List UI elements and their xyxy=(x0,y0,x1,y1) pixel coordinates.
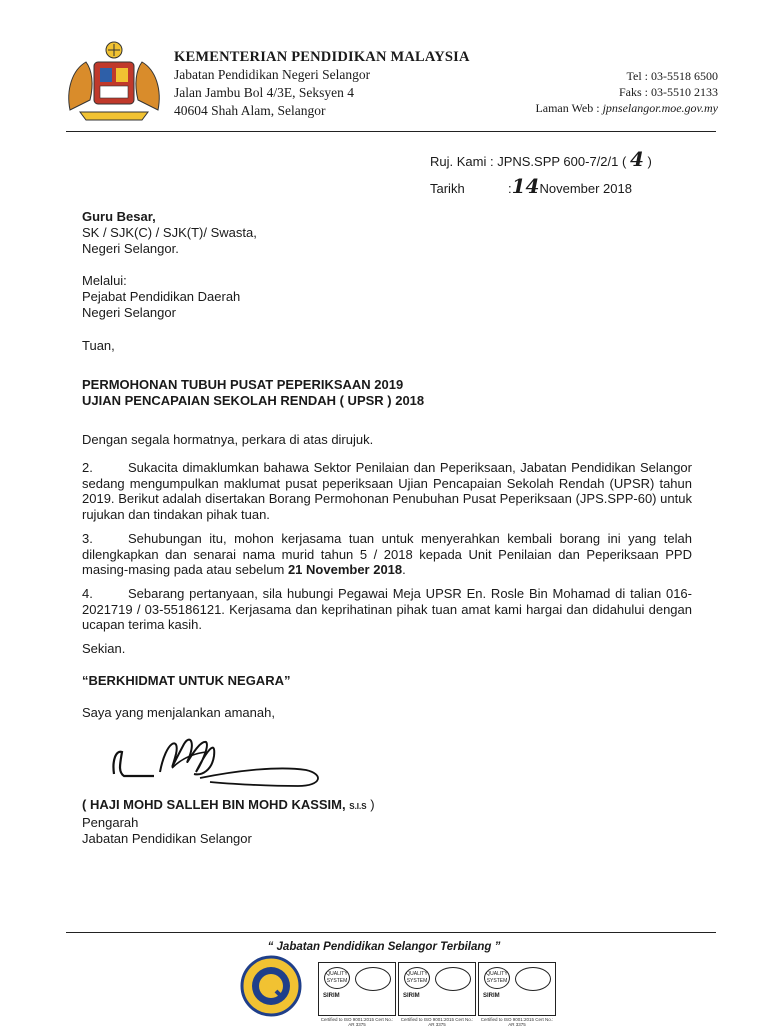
quality-system-badge: QUALITY SYSTEM xyxy=(404,967,430,989)
paragraph-number: 4. xyxy=(82,586,93,601)
signature-icon xyxy=(110,730,340,790)
signatory-name: ( HAJI MOHD SALLEH BIN MOHD KASSIM, xyxy=(82,797,346,812)
header-divider xyxy=(66,131,716,132)
via-line-2: Negeri Selangor xyxy=(82,305,176,320)
ruj-close: ) xyxy=(647,154,652,169)
letterhead-org xyxy=(174,48,470,120)
recipient-line-1: SK / SJK(C) / SJK(T)/ Swasta, xyxy=(82,225,257,240)
date-handwritten-day: 14 xyxy=(511,174,540,198)
trust-line: Saya yang menjalankan amanah, xyxy=(82,705,275,720)
sirim-mark: SIRIM xyxy=(483,993,500,999)
paragraph-text: Sukacita dimaklumkan bahawa Sektor Penilaian dan Peperiksaan, Jabatan Pendidikan Selangor sedang mengumpulkan maklumat pusat peperiksaan Ujian Pencapaian Sekolah Rendah (UPSR) tahun 2019. Berikut adalah disertakan Borang Permohonan Penubuhan Pusat Peperiksaan (JPS.SPP-60) untuk rujukan dan tindakan pihak tuan. xyxy=(82,460,692,522)
signatory-department: Jabatan Pendidikan Selangor xyxy=(82,831,252,846)
cert-note: Certified to ISO 9001:2015 Cert No.: AR 3375 xyxy=(480,1017,554,1027)
footer-divider xyxy=(66,932,716,933)
cert-note: Certified to ISO 9001:2015 Cert No.: AR 3375 xyxy=(400,1017,474,1027)
via-label: Melalui: xyxy=(82,273,127,288)
fax-label: Faks xyxy=(618,85,642,99)
cert-note: Certified to ISO 9001:2015 Cert No.: AR 3375 xyxy=(320,1017,394,1027)
standards-badge xyxy=(355,967,391,991)
letterhead-contact xyxy=(535,68,718,116)
address-line-1: Jalan Jambu Bol 4/3E, Seksyen 4 xyxy=(174,85,354,100)
web-label: Laman Web : xyxy=(535,101,600,115)
closing: Sekian. xyxy=(82,641,126,656)
quality-system-badge: QUALITY SYSTEM xyxy=(484,967,510,989)
opening-line: Dengan segala hormatnya, perkara di atas dirujuk. xyxy=(82,432,374,447)
paragraph-end: . xyxy=(402,562,406,577)
date-month-year: November 2018 xyxy=(539,181,632,196)
ukas-badge xyxy=(435,967,471,991)
sirim-mark: SIRIM xyxy=(403,993,420,999)
ruj-handwritten-number: 4 xyxy=(629,147,644,171)
salutation: Tuan, xyxy=(82,338,115,353)
paragraph-3 xyxy=(82,531,692,578)
signatory-honorific: S.I.S xyxy=(349,802,367,811)
jpn-logo-icon xyxy=(240,955,302,1017)
signatory-close: ) xyxy=(370,797,375,812)
via-block xyxy=(82,273,240,321)
subject-line-1: PERMOHONAN TUBUH PUSAT PEPERIKSAAN 2019 xyxy=(82,377,404,392)
date-colon: : xyxy=(508,181,512,196)
via-line-1: Pejabat Pendidikan Daerah xyxy=(82,289,241,304)
certification-badge xyxy=(478,962,556,1027)
paragraph-text: Sebarang pertanyaan, sila hubungi Pegawai Meja UPSR En. Rosle Bin Mohamad di talian 016-2021719 / 03-55186121. Kerjasama dan keprihatinan pihak tuan amat kami hargai dan didahului dengan ucapan terima kasih. xyxy=(82,586,692,632)
motto: “BERKHIDMAT UNTUK NEGARA” xyxy=(82,673,291,688)
quality-system-badge: QUALITY SYSTEM xyxy=(324,967,350,989)
department-name: Jabatan Pendidikan Negeri Selangor xyxy=(174,67,371,82)
tel-label: Tel xyxy=(626,69,642,83)
recipient-line-2: Negeri Selangor. xyxy=(82,241,179,256)
coat-of-arms-icon xyxy=(62,40,166,124)
tel-number: : 03-5518 6500 xyxy=(644,69,718,83)
certification-badge xyxy=(318,962,396,1027)
certification-badge xyxy=(398,962,476,1027)
ministry-name: KEMENTERIAN PENDIDIKAN MALAYSIA xyxy=(174,49,470,65)
paragraph-number: 2. xyxy=(82,460,93,475)
signatory-name-line xyxy=(82,797,375,815)
signatory-position: Pengarah xyxy=(82,815,139,830)
reference-block xyxy=(430,147,652,201)
deadline-date: 21 November 2018 xyxy=(287,562,403,577)
paragraph-number: 3. xyxy=(82,531,93,546)
web-address[interactable]: jpnselangor.moe.gov.my xyxy=(602,101,718,115)
subject-block xyxy=(82,377,424,409)
paragraph-4 xyxy=(82,586,692,633)
date-label: Tarikh xyxy=(430,181,465,196)
paragraph-2 xyxy=(82,460,692,522)
ruj-label: Ruj. Kami : xyxy=(430,154,494,169)
footer-tagline: “ Jabatan Pendidikan Selangor Terbilang ” xyxy=(267,941,501,953)
iqnet-badge xyxy=(515,967,551,991)
sirim-mark: SIRIM xyxy=(323,993,340,999)
fax-number: : 03-5510 2133 xyxy=(644,85,718,99)
address-line-2: 40604 Shah Alam, Selangor xyxy=(174,103,326,118)
recipient-block xyxy=(82,209,257,257)
recipient-title: Guru Besar, xyxy=(82,209,156,224)
ruj-value: JPNS.SPP 600-7/2/1 ( xyxy=(497,154,627,169)
signatory-block xyxy=(82,797,375,847)
paragraph-text: Sehubungan itu, mohon kerjasama tuan untuk menyerahkan kembali borang ini yang telah dilengkapkan dan senarai nama murid tahun 5 / 2018 kepada Unit Penilaian dan Peperiksaan PPD masing-masing pada atau sebelum xyxy=(82,531,692,577)
subject-line-2: UJIAN PENCAPAIAN SEKOLAH RENDAH ( UPSR ) 2018 xyxy=(82,393,425,408)
